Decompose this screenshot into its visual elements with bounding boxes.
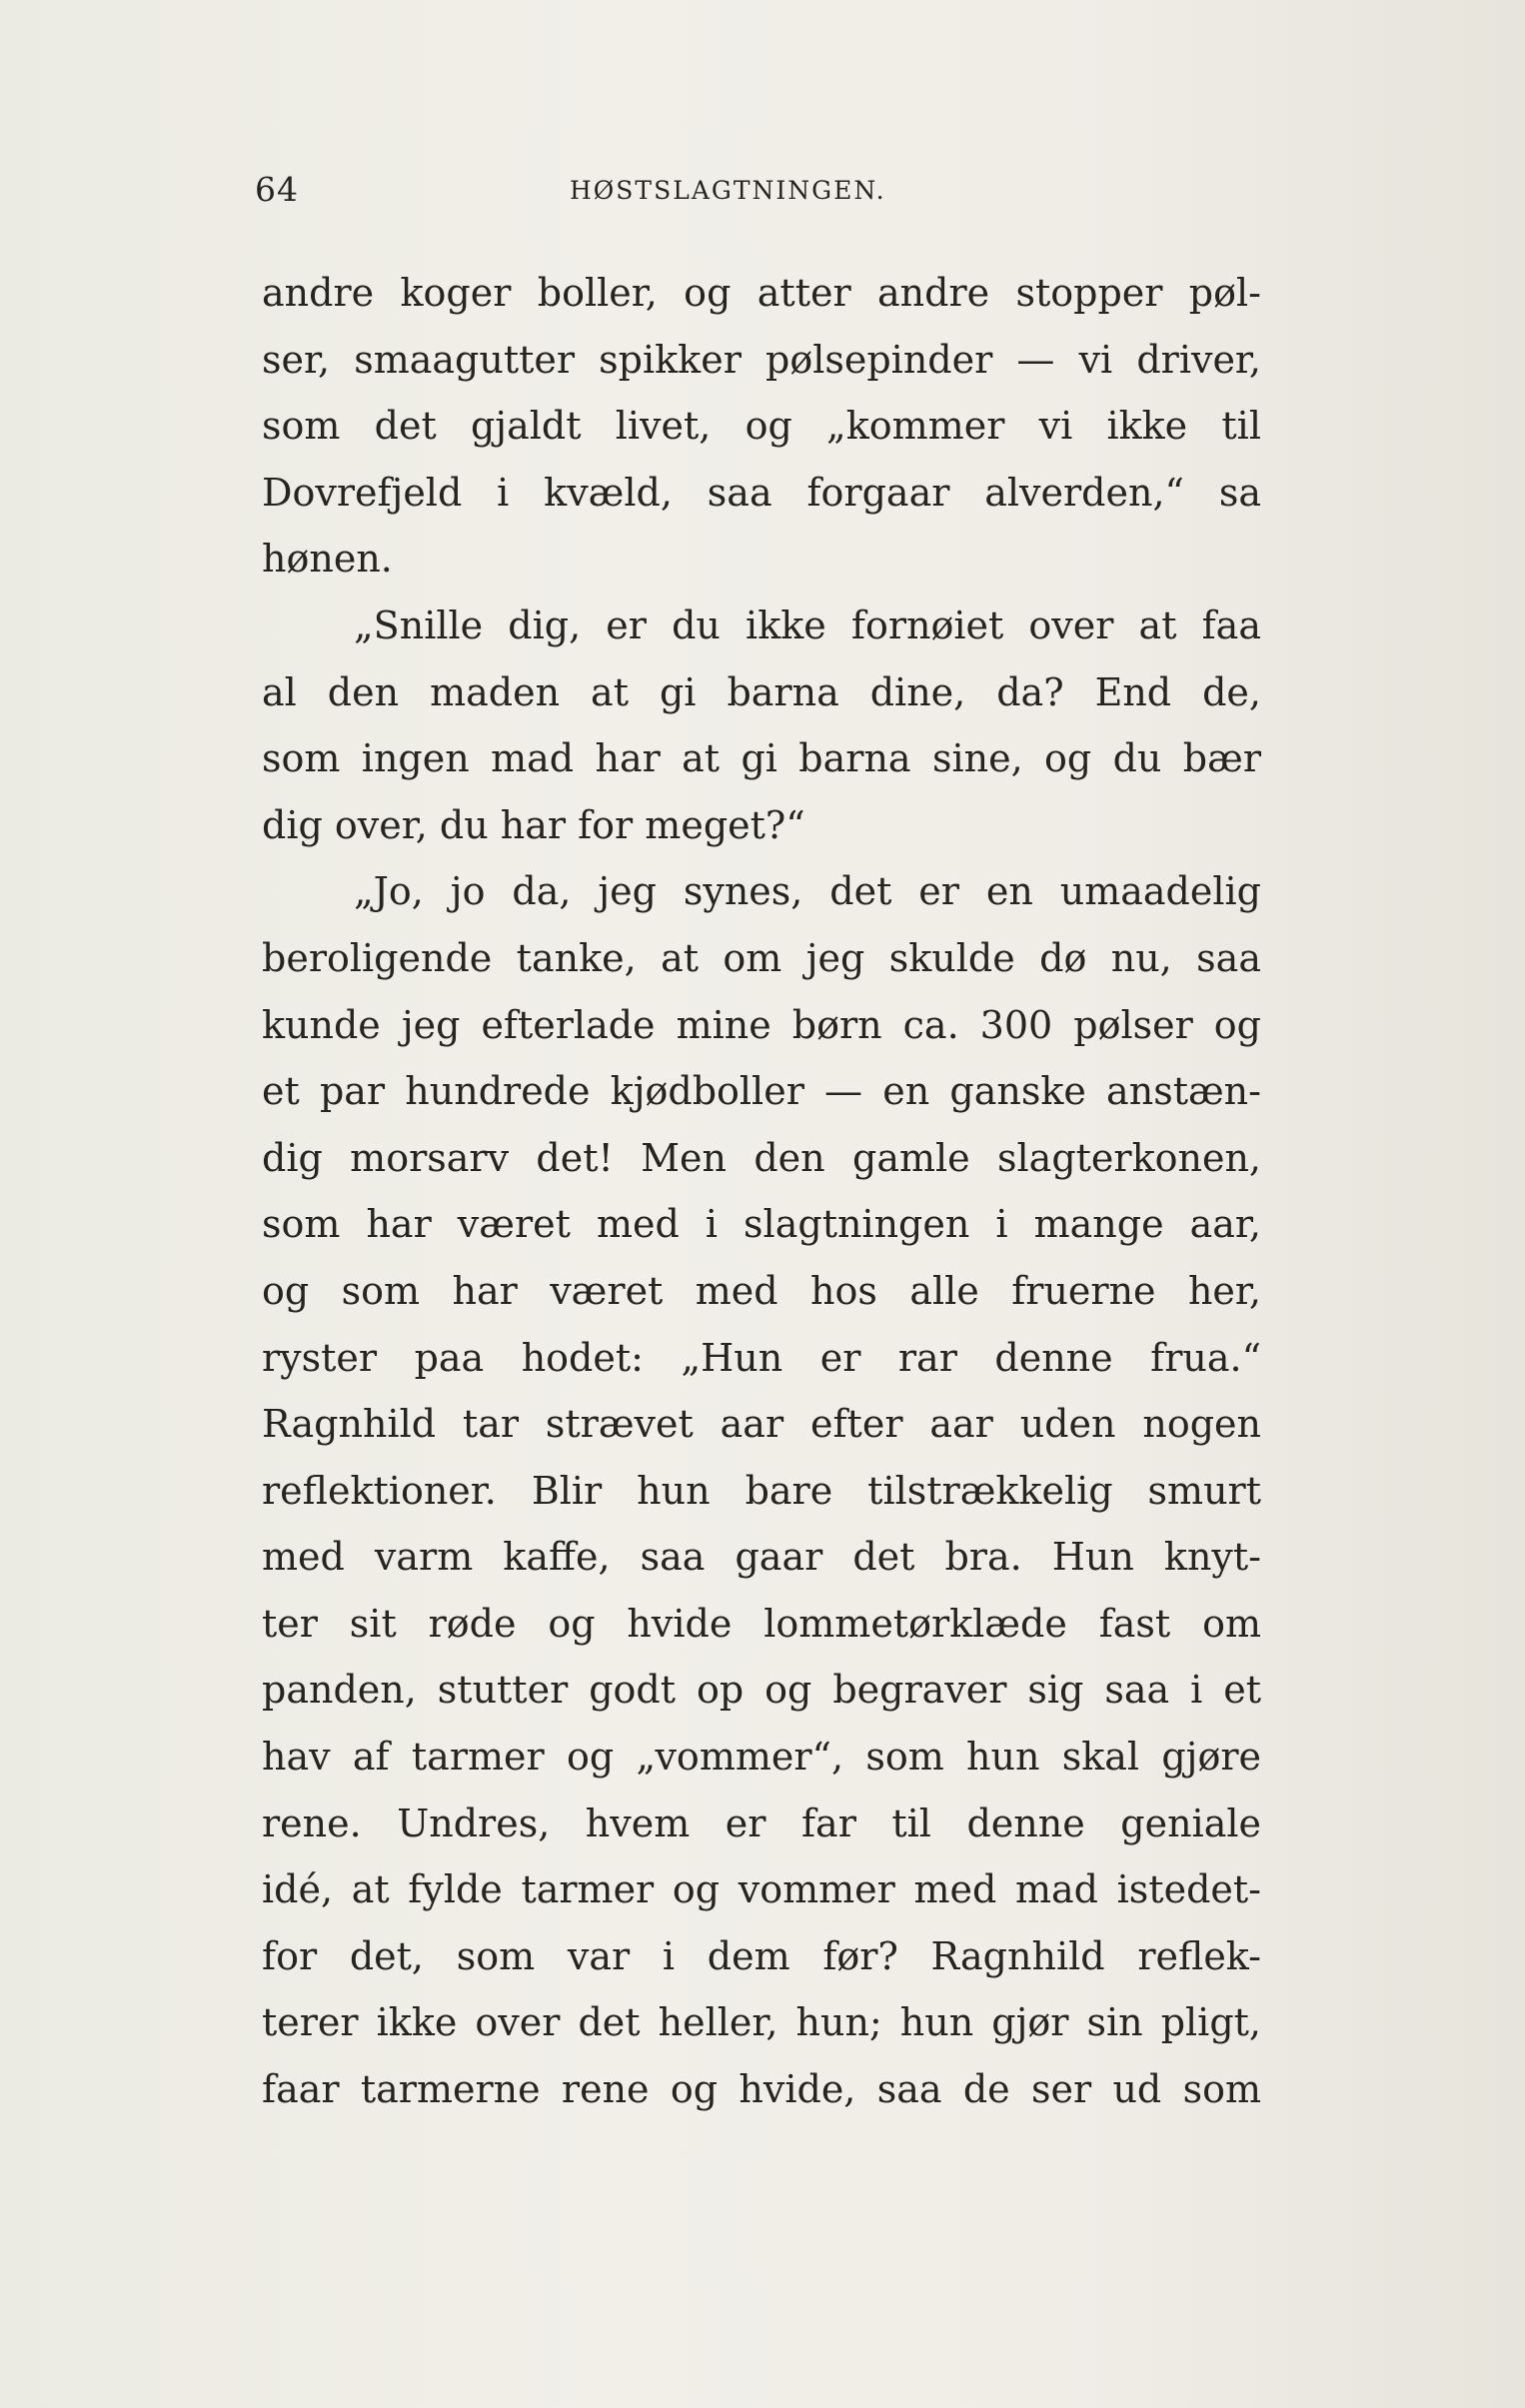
running-title: HØSTSLAGTNINGEN. xyxy=(570,176,886,205)
text-line: hønen. xyxy=(262,537,393,582)
page-number: 64 xyxy=(255,170,299,209)
text-line: andre koger boller, og atter andre stopper pøl- xyxy=(262,271,1261,315)
text-line: „Jo, jo da, jeg synes, det er en umaadelig xyxy=(354,869,1261,914)
text-line: „Snille dig, er du ikke fornøiet over at faa xyxy=(354,602,1261,647)
page-header xyxy=(255,170,1274,220)
text-line: som det gjaldt livet, og „kommer vi ikke til xyxy=(262,404,1261,449)
text-line: faar tarmerne rene og hvide, saa de ser ud som xyxy=(262,2067,1261,2112)
body-text xyxy=(262,260,1261,2123)
text-line: og som har været med hos alle fruerne her, xyxy=(262,1268,1261,1313)
text-line: hav af tarmer og „vommer“, som hun skal gjøre xyxy=(262,1735,1261,1780)
text-line: al den maden at gi barna dine, da? End de, xyxy=(262,669,1261,714)
text-line: rene. Undres, hvem er far til denne geniale xyxy=(262,1801,1261,1845)
text-line: beroligende tanke, at om jeg skulde dø nu, saa xyxy=(262,935,1261,980)
text-line: ryster paa hodet: „Hun er rar denne frua.“ xyxy=(262,1335,1261,1380)
text-line: ter sit røde og hvide lommetørklæde fast om xyxy=(262,1601,1261,1646)
text-line: Ragnhild tar strævet aar efter aar uden nogen xyxy=(262,1402,1261,1447)
text-line: terer ikke over det heller, hun; hun gjør sin pligt, xyxy=(262,2000,1261,2045)
text-line: for det, som var i dem før? Ragnhild reflek- xyxy=(262,1933,1261,1978)
text-line: med varm kaffe, saa gaar det bra. Hun knyt- xyxy=(262,1535,1261,1580)
text-line: panden, stutter godt op og begraver sig saa i et xyxy=(262,1668,1261,1713)
text-line: som ingen mad har at gi barna sine, og du bær xyxy=(262,736,1261,781)
text-line: som har været med i slagtningen i mange aar, xyxy=(262,1202,1261,1247)
text-line: et par hundrede kjødboller — en ganske anstæn- xyxy=(262,1069,1261,1114)
text-line: reflektioner. Blir hun bare tilstrækkelig smurt xyxy=(262,1468,1261,1513)
text-line: dig over, du har for meget?“ xyxy=(262,802,805,847)
text-line: kunde jeg efterlade mine børn ca. 300 pølser og xyxy=(262,1002,1261,1047)
text-line: Dovrefjeld i kvæld, saa forgaar alverden,“ sa xyxy=(262,470,1261,515)
text-line: idé, at fylde tarmer og vommer med mad istedet- xyxy=(262,1867,1261,1912)
text-line: dig morsarv det! Men den gamle slagterkonen, xyxy=(262,1135,1261,1180)
text-line: ser, smaagutter spikker pølsepinder — vi driver, xyxy=(262,337,1261,382)
